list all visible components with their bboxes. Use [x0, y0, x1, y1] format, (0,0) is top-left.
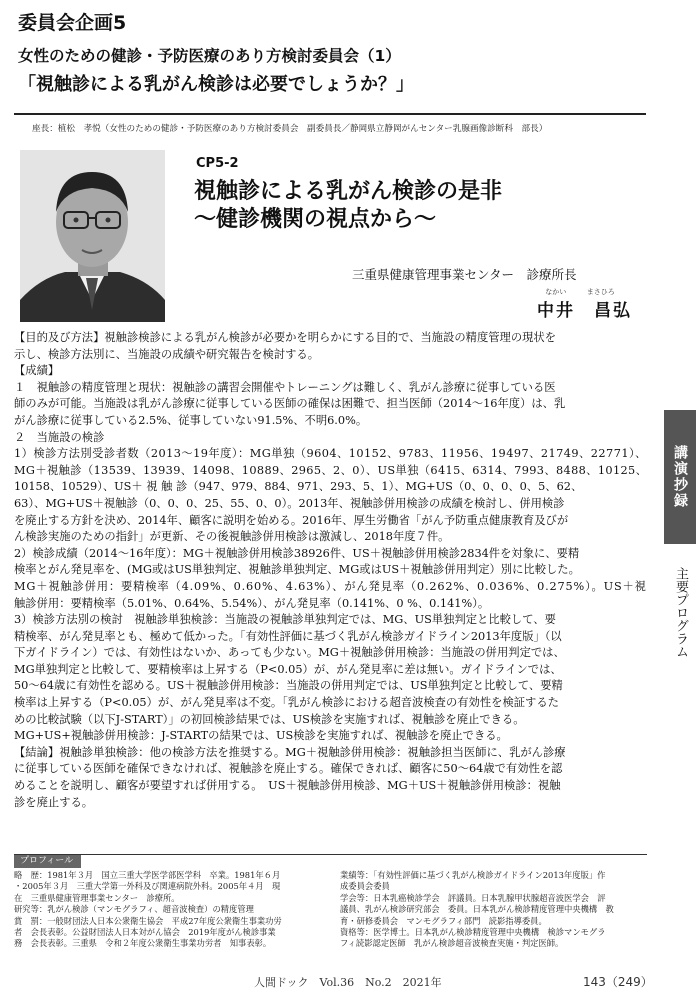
body-text-line: 触診併用：要精検率（5.01%、0.64%、5.54%）、がん発見率（0.141%、0 %、0.141%）。	[14, 596, 490, 610]
profile-line: 成委員会委員	[340, 881, 390, 892]
body-text-line: 診を廃止する。	[14, 795, 94, 809]
body-text-line: 1）検診方法別受診者数（2013〜19年度）：MG単独（9604、10152、9783、11956、19497、21749、22771）、	[14, 447, 647, 461]
profile-heading: プロフィール	[14, 855, 81, 868]
body-text-line: ２ 当施設の検診	[14, 430, 105, 444]
body-text-line: MG＋視触診（13539、13939、14098、10889、2965、2、0）、US単独（6415、6314、7993、8488、10125、	[14, 463, 648, 477]
body-text-line: 50〜64歳に有効性を認める。US＋視触診併用検診：当施設の併用判定では、US単独判定と比較して、要精	[14, 679, 563, 693]
article-title: 視触診による乳がん検診の是非	[194, 179, 503, 204]
body-text-line: に従事している医師を確保できなければ、視触診を廃止する。確保できれば、顧客に50〜64歳で有効性を認	[14, 762, 563, 776]
profile-line: 議員、乳がん検診研究部会 委員。日本乳がん検診精度管理中央機構 教	[340, 904, 614, 915]
profile-line: 者 会長表彰。公益財団法人日本対がん協会 2019年度がん検診事業	[14, 926, 276, 937]
profile-line: フィ読影認定医師 乳がん検診超音波検査実施・判定医師。	[340, 938, 564, 949]
abstract-body	[14, 330, 647, 811]
profile-line: 在 三重県健康管理事業センター 診療所。	[14, 892, 180, 903]
page-number: 143（249）	[583, 975, 653, 989]
profile-right-column	[340, 870, 650, 950]
ruby-given: まさひろ	[586, 288, 615, 296]
profile-line: 育・研修委員会 マンモグラフィ部門 読影指導委員。	[340, 915, 547, 926]
body-text-line: 2）検診成績（2014〜16年度）：MG＋視触診併用検診38926件、US＋視触診併用検診2834件を対象に、要精	[14, 546, 580, 560]
author-photo	[20, 150, 165, 322]
side-tab-lecture-abstracts: 講演抄録	[664, 410, 696, 544]
profile-line: 学会等：日本乳癌検診学会 評議員。日本乳腺甲状腺超音波医学会 評	[340, 892, 606, 903]
article-subtitle: 〜健診機関の視点から〜	[194, 207, 437, 232]
journal-citation: 人間ドック Vol.36 No.2 2021年	[254, 976, 442, 989]
author-affiliation: 三重県健康管理事業センター 診療所長	[352, 267, 577, 282]
presentation-code: CP5-2	[196, 156, 239, 171]
body-text-line: がん診療に従事している2.5%、従事していない91.5%、不明6.0%。	[14, 413, 368, 427]
body-text-line: 精検率、がん発見率とも、極めて低かった。「有効性評価に基づく乳がん検診ガイドライン2013年度版」（以	[14, 629, 562, 643]
body-text-line: 師のみが可能。当施設は乳がん診療に従事している医師の確保は困難で、担当医師（2014〜16年度）は、乳	[14, 397, 566, 411]
author-portrait-image	[20, 150, 165, 322]
profile-line: ・2005年３月 三重大学第一外科及び関連病院外科。2005年４月 現	[14, 881, 281, 892]
profile-line: 賞 罰：一般財団法人日本公衆衛生協会 平成27年度公衆衛生事業功労	[14, 915, 282, 926]
profile-line: 務 会長表彰。三重県 令和２年度公衆衛生事業功労者 知事表彰。	[14, 938, 272, 949]
body-text-line: 【目的及び方法】視触診検診による乳がん検診が必要かを明らかにする目的で、当施設の精度管理の現状を	[14, 331, 557, 344]
body-text-line: MG+US+視触診併用検診：J-STARTの結果では、US検診を実施すれば、視触診を廃止できる。	[14, 729, 508, 743]
side-label-main-program: 主要プログラム	[673, 566, 688, 658]
session-title: 「視触診による乳がん検診は必要でしょうか？」	[18, 74, 414, 95]
chair-info: 座長：植松 孝悦（女性のための健診・予防医療のあり方検討委員会 副委員長／静岡県立静岡がんセンター乳腺画像診断科 部長）	[32, 124, 548, 134]
profile-divider	[14, 854, 647, 867]
body-text-line: を廃止する方針を決め、2014年、顧客に説明を始める。2016年、厚生労働省「がん予防重点健康教育及びが	[14, 513, 569, 527]
body-text-line: 示し、検診方法別に、当施設の成績や研究報告を検討する。	[14, 347, 320, 361]
body-text-line: めの比較試験（以下J-START）」の初回検診結果では、US検診を実施すれば、視触診を廃止できる。	[14, 712, 525, 726]
committee-title: 女性のための健診・予防医療のあり方検討委員会（1）	[18, 47, 401, 65]
body-text-line: １ 視触診の精度管理と現状：視触診の講習会開催やトレーニングは難しく、乳がん診療に従事している医	[14, 380, 556, 394]
section-label: 委員会企画5	[18, 12, 127, 34]
ruby-family: なかい	[545, 288, 567, 296]
body-text-line: MG単独判定と比較して、要精検率は上昇する（P<0.05）が、がん発見率に差は無い。ガイドラインでは、	[14, 662, 562, 676]
body-text-line: 3）検診方法別の検討 視触診単独検診：当施設の視触診単独判定では、MG、US単独判定と比較して、要	[14, 613, 556, 627]
author-name: 中井 昌弘	[537, 301, 632, 321]
body-text-line: 検率とがん発見率を、(MG或はUS単独判定、視触診単独判定、MG或はUS＋視触診併用判定）別に比較した。	[14, 563, 580, 577]
profile-left-column	[14, 870, 332, 950]
profile-line: 略 歴：1981年３月 国立三重大学医学部医学科 卒業。1981年６月	[14, 870, 281, 880]
body-text-line: 下ガイドライン）では、有効性はないか、あっても少ない。MG＋視触診併用検診：当施設の併用判定では、	[14, 646, 565, 660]
profile-line: 業績等：「有効性評価に基づく乳がん検診ガイドライン2013年度版」作	[340, 870, 606, 880]
profile-line: 研究等：乳がん検診（マンモグラフィ、超音波検査）の精度管理	[14, 904, 254, 915]
body-text-line: MG＋視触診併用：要精検率（4.09%、0.60%、4.63%）、がん発見率（0.262%、0.036%、0.275%）。US＋視	[14, 579, 647, 593]
body-text-line: 【結論】視触診単独検診：他の検診方法を推奨する。MG＋視触診併用検診：視触診担当医師に、乳がん診療	[14, 745, 566, 759]
body-text-line: 検率は上昇する（P<0.05）が、がん発見率は不変。「乳がん検診における超音波検査の有効性を検証するた	[14, 696, 559, 710]
body-text-line: 63）、MG+US＋視触診（0、0、0、25、55、0、0）。2013年、視触診併用検診の成績を検討し、併用検診	[14, 496, 565, 510]
header-divider	[14, 113, 646, 115]
body-text-line: 【成績】	[14, 364, 60, 378]
body-text-line: 10158、10529）、US＋ 視 触 診（947、979、884、971、293、5、1）、MG+US（0、0、0、0、5、62、	[14, 480, 583, 494]
body-text-line: めることを説明し、顧客が要望すれば併用する。 US＋視触診併用検診、MG＋US＋視触診併用検診：視触	[14, 779, 561, 793]
profile-line: 資格等：医学博士。日本乳がん検診精度管理中央機構 検診マンモグラ	[340, 926, 606, 937]
body-text-line: ん検診実施のための指針」が更新、その後視触診併用検診は激減し、2018年度７件。	[14, 530, 450, 544]
